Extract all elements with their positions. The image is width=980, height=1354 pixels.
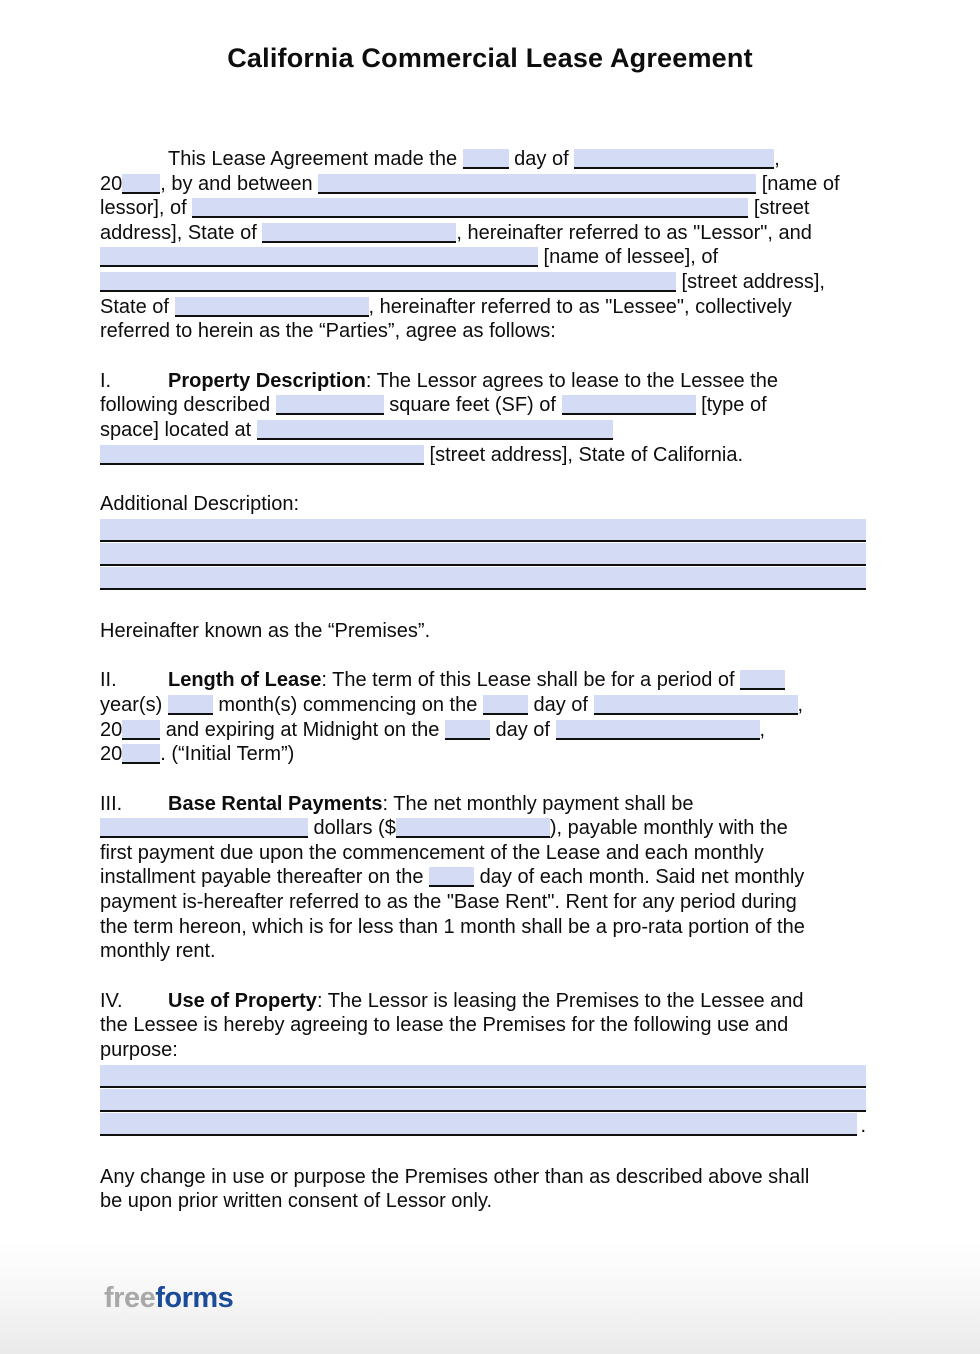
text-line xyxy=(100,718,866,743)
text-line xyxy=(100,270,866,295)
text-line xyxy=(100,890,866,915)
text-run: day of xyxy=(527,693,594,716)
blank-field[interactable] xyxy=(168,695,213,715)
text-run: the Lessee is hereby agreeing to lease the Premises for the following use and xyxy=(100,1014,789,1037)
logo-text-forms: forms xyxy=(155,1281,234,1314)
text-line xyxy=(100,147,866,172)
use-purpose-lines xyxy=(100,1065,866,1137)
text-run: 20 xyxy=(100,172,123,195)
text-run: year(s) xyxy=(100,693,168,716)
text-run: address], State of xyxy=(100,221,263,244)
text-line xyxy=(100,319,866,344)
text-line xyxy=(100,393,866,418)
text-run: referred to herein as the “Parties”, agree as follows: xyxy=(100,320,556,343)
text-run: Additional Description: xyxy=(100,493,299,516)
blank-field[interactable] xyxy=(257,420,613,440)
text-run: [name of lessee], of xyxy=(538,246,719,269)
use-change-note xyxy=(100,1165,866,1214)
blank-field[interactable] xyxy=(122,720,160,740)
text-run: III. xyxy=(100,792,123,815)
blank-field[interactable] xyxy=(396,818,550,838)
blank-row xyxy=(100,519,866,543)
text-run: dollars ($ xyxy=(308,817,396,840)
blank-field[interactable] xyxy=(192,198,748,218)
page-title: California Commercial Lease Agreement xyxy=(227,43,753,73)
text-run: [type of xyxy=(695,394,767,417)
text-run: : The Lessor agrees to lease to the Lessee the xyxy=(365,369,778,392)
text-line xyxy=(100,369,866,394)
blank-field[interactable] xyxy=(276,395,384,415)
text-line xyxy=(100,196,866,221)
blank-field[interactable] xyxy=(594,695,798,715)
additional-description-label xyxy=(100,492,866,517)
blank-field[interactable] xyxy=(556,720,760,740)
blank-field[interactable] xyxy=(574,149,774,169)
blank-field[interactable] xyxy=(122,744,160,764)
text-line xyxy=(100,221,866,246)
text-run: [street address], xyxy=(676,270,825,293)
blank-field[interactable] xyxy=(429,867,474,887)
text-line xyxy=(100,1038,866,1063)
blank-field[interactable] xyxy=(562,395,696,415)
blank-line[interactable] xyxy=(100,543,866,566)
text-line xyxy=(100,939,866,964)
blank-field[interactable] xyxy=(740,670,785,690)
text-run: be upon prior written consent of Lessor only. xyxy=(100,1190,493,1213)
text-line xyxy=(100,418,866,443)
text-line xyxy=(100,245,866,270)
section-heading: Length of Lease xyxy=(168,669,322,692)
text-run: IV. xyxy=(100,989,123,1012)
text-run: II. xyxy=(100,669,117,692)
text-run: payment is-hereafter referred to as the "Base Rent". Rent for any period during xyxy=(100,891,797,914)
text-run: 20 xyxy=(100,718,123,741)
text-run: and expiring at Midnight on the xyxy=(160,718,445,741)
section-heading: Base Rental Payments xyxy=(168,792,383,815)
text-run: first payment due upon the commencement of the Lease and each monthly xyxy=(100,841,764,864)
text-run: day of each month. Said net monthly xyxy=(474,866,805,889)
text-line xyxy=(100,1165,866,1190)
text-line xyxy=(100,172,866,197)
blank-field[interactable] xyxy=(463,149,509,169)
document-blocks xyxy=(100,147,866,1214)
blank-field[interactable] xyxy=(445,720,490,740)
premises-note xyxy=(100,619,866,644)
text-run: : The term of this Lease shall be for a period of xyxy=(321,669,741,692)
freeforms-logo xyxy=(104,1282,233,1315)
footer xyxy=(0,1242,980,1354)
text-line xyxy=(100,1189,866,1214)
text-line xyxy=(100,693,866,718)
text-run: 20 xyxy=(100,743,123,766)
text-line xyxy=(100,865,866,890)
text-line xyxy=(100,619,866,644)
text-run: square feet (SF) of xyxy=(383,394,562,417)
blank-line[interactable] xyxy=(100,1065,866,1088)
intro-paragraph xyxy=(100,147,866,344)
text-run: day of xyxy=(489,718,556,741)
text-run: [name of xyxy=(756,172,840,195)
blank-field[interactable] xyxy=(262,223,456,243)
text-run: , xyxy=(759,718,766,741)
blank-field[interactable] xyxy=(100,272,676,292)
section-property-description xyxy=(100,369,866,467)
text-line xyxy=(100,915,866,940)
blank-row xyxy=(100,1089,866,1113)
text-run: [street xyxy=(748,197,810,220)
text-run: month(s) commencing on the xyxy=(212,693,483,716)
blank-line[interactable] xyxy=(100,567,866,590)
section-length-of-lease xyxy=(100,668,866,766)
text-line xyxy=(100,443,866,468)
text-run: Any change in use or purpose the Premises other than as described above shall xyxy=(100,1165,810,1188)
text-run: State of xyxy=(100,295,175,318)
text-line xyxy=(100,792,866,817)
blank-field[interactable] xyxy=(122,174,160,194)
section-use-of-property xyxy=(100,989,866,1063)
text-line xyxy=(100,295,866,320)
blank-row xyxy=(100,1065,866,1089)
logo-text-free: free xyxy=(104,1281,156,1314)
text-run: , hereinafter referred to as "Lessee", collectively xyxy=(368,295,792,318)
text-run: I. xyxy=(100,369,112,392)
text-line xyxy=(100,841,866,866)
text-line xyxy=(100,492,866,517)
text-run: the term hereon, which is for less than 1 month shall be a pro-rata portion of the xyxy=(100,915,805,938)
blank-field[interactable] xyxy=(100,818,308,838)
blank-line[interactable] xyxy=(100,1089,866,1112)
text-run: [street address], State of California. xyxy=(424,443,744,466)
text-run: installment payable thereafter on the xyxy=(100,866,430,889)
text-run: , xyxy=(774,148,780,170)
text-run: space] located at xyxy=(100,418,257,441)
text-run: , xyxy=(797,693,804,716)
text-line xyxy=(100,1013,866,1038)
trailing-punctuation: . xyxy=(860,1114,866,1137)
text-run: following described xyxy=(100,394,276,417)
text-run: lessor], of xyxy=(100,197,193,220)
section-base-rental-payments xyxy=(100,792,866,964)
text-run: , hereinafter referred to as "Lessor", and xyxy=(456,221,812,244)
text-run: : The net monthly payment shall be xyxy=(382,792,694,815)
additional-description-lines xyxy=(100,519,866,591)
blank-field[interactable] xyxy=(100,247,538,267)
blank-line[interactable] xyxy=(100,519,866,542)
text-run: purpose: xyxy=(100,1039,178,1062)
text-run: day of xyxy=(508,148,575,170)
text-line xyxy=(100,989,866,1014)
blank-row xyxy=(100,1113,866,1137)
text-run: . (“Initial Term”) xyxy=(160,743,295,766)
blank-row xyxy=(100,567,866,591)
section-heading: Property Description xyxy=(168,369,366,392)
text-run: , by and between xyxy=(160,172,319,195)
text-run: : The Lessor is leasing the Premises to the Lessee and xyxy=(316,989,804,1012)
text-line xyxy=(100,668,866,693)
text-line xyxy=(100,742,866,767)
text-run: Hereinafter known as the “Premises”. xyxy=(100,619,431,642)
blank-field[interactable] xyxy=(100,445,424,465)
text-run: ), payable monthly with the xyxy=(549,817,788,840)
blank-line[interactable] xyxy=(100,1113,857,1136)
blank-field[interactable] xyxy=(175,297,369,317)
blank-field[interactable] xyxy=(483,695,528,715)
blank-field[interactable] xyxy=(318,174,756,194)
text-run: This Lease Agreement made the xyxy=(168,148,463,170)
text-run: monthly rent. xyxy=(100,940,216,963)
text-line xyxy=(100,816,866,841)
section-heading: Use of Property xyxy=(168,989,317,1012)
blank-row xyxy=(100,543,866,567)
